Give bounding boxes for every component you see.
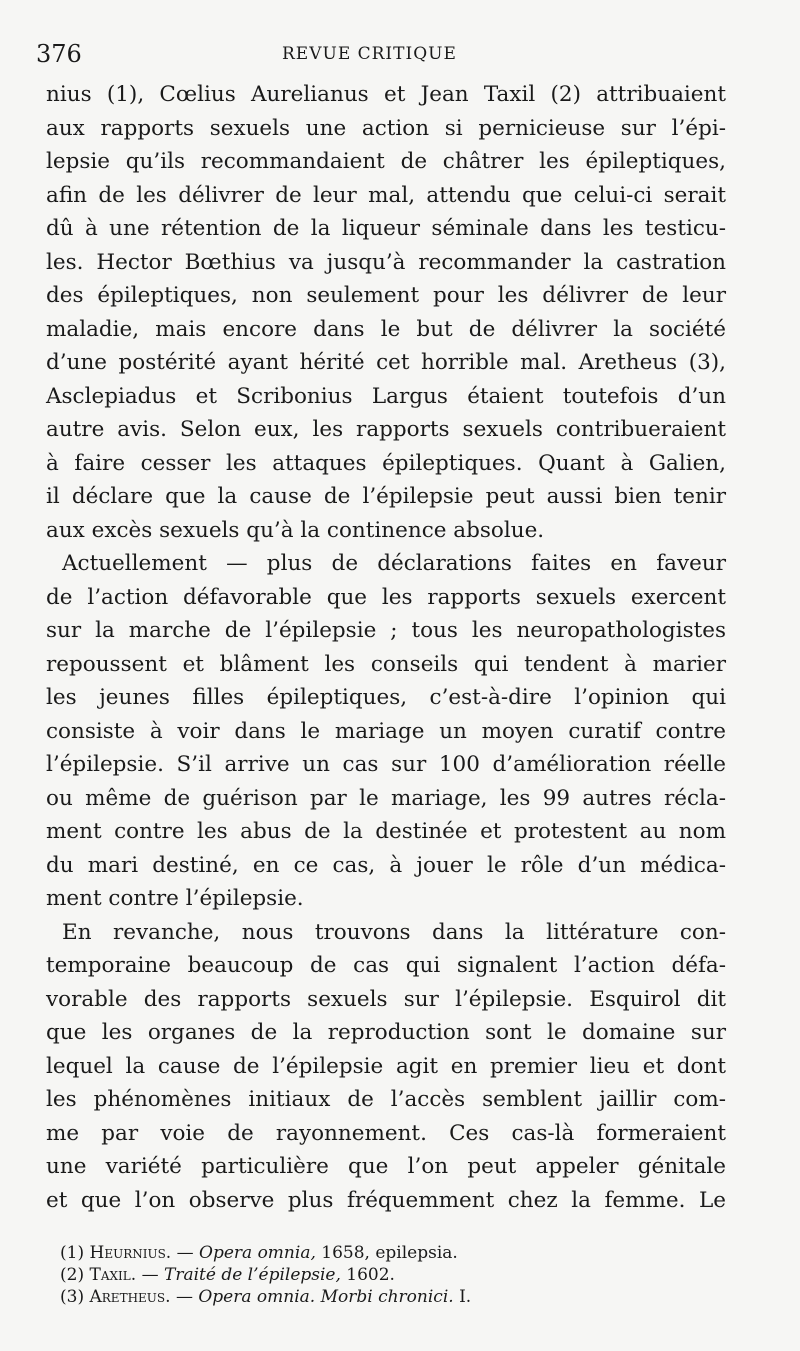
text-line: maladie, mais encore dans le but de délivrer la société xyxy=(46,316,726,342)
footnote-marker: (3) xyxy=(60,1287,85,1307)
footnote-detail: 1602. xyxy=(340,1265,395,1285)
page-header xyxy=(36,40,726,72)
footnote-separator: — xyxy=(171,1243,200,1263)
text-line: sur la marche de l’épilepsie ; tous les neuropathologistes xyxy=(46,618,726,643)
footnote-marker: (1) xyxy=(60,1243,85,1263)
text-line: repoussent et blâment les conseils qui tendent à marier xyxy=(46,651,726,677)
text-line: les. Hector Bœthius va jusqu’à recommander la castration xyxy=(46,249,726,275)
footnote-separator: — xyxy=(170,1287,199,1307)
text-line: à faire cesser les attaques épileptiques. Quant à Galien, xyxy=(46,450,726,476)
paragraph-start-line: Actuellement — plus de déclarations faites en faveur xyxy=(62,551,726,576)
text-line: de l’action défavorable que les rapports sexuels exercent xyxy=(46,584,726,610)
text-line: dû à une rétention de la liqueur séminale dans les testicu- xyxy=(46,216,726,241)
text-line: des épileptiques, non seulement pour les délivrer de leur xyxy=(46,283,726,308)
text-line: Asclepiadus et Scribonius Largus étaient toutefois d’un xyxy=(46,383,726,409)
footnote-author: Taxil. xyxy=(89,1265,137,1285)
footnote-detail: 1658, epilepsia. xyxy=(315,1243,458,1263)
text-line: afin de les délivrer de leur mal, attendu que celui-ci serait xyxy=(46,182,726,208)
page-number: 376 xyxy=(36,40,82,68)
text-line: nius (1), Cœlius Aurelianus et Jean Taxil (2) attribuaient xyxy=(46,82,726,107)
text-line: l’épilepsie. S’il arrive un cas sur 100 d’amélioration réelle xyxy=(46,752,726,777)
text-line: et que l’on observe plus fréquemment chez la femme. Le xyxy=(46,1187,726,1213)
paragraph-start-line: En revanche, nous trouvons dans la littérature con- xyxy=(62,919,726,945)
footnote-author: Heurnius. xyxy=(89,1243,172,1263)
text-line: une variété particulière que l’on peut appeler génitale xyxy=(46,1154,726,1179)
text-line: ment contre les abus de la destinée et protestent au nom xyxy=(46,819,726,844)
footnote xyxy=(60,1264,720,1286)
footnote-title: Opera omnia, xyxy=(199,1243,316,1263)
text-line: vorable des rapports sexuels sur l’épilepsie. Esquirol dit xyxy=(46,986,726,1012)
footnote-title: Traité de l’épilepsie, xyxy=(163,1265,341,1285)
text-line: ment contre l’épilepsie. xyxy=(46,886,304,911)
text-line: aux rapports sexuels une action si pernicieuse sur l’épi- xyxy=(46,115,726,141)
body-text xyxy=(46,78,726,1217)
running-head: REVUE CRITIQUE xyxy=(282,44,457,64)
footnote-detail: I. xyxy=(453,1287,472,1307)
footnote-author: Aretheus. xyxy=(89,1287,171,1307)
text-line: les phénomènes initiaux de l’accès semblent jaillir com- xyxy=(46,1087,726,1112)
text-line: me par voie de rayonnement. Ces cas-là formeraient xyxy=(46,1120,726,1146)
footnote xyxy=(60,1286,720,1308)
text-line: consiste à voir dans le mariage un moyen curatif contre xyxy=(46,718,726,744)
text-line: temporaine beaucoup de cas qui signalent l’action défa- xyxy=(46,953,726,978)
text-line: du mari destiné, en ce cas, à jouer le rôle d’un médica- xyxy=(46,852,726,878)
text-line: il déclare que la cause de l’épilepsie peut aussi bien tenir xyxy=(46,484,726,509)
footnotes xyxy=(60,1242,720,1308)
text-line: ou même de guérison par le mariage, les 99 autres récla- xyxy=(46,785,726,811)
text-line: lequel la cause de l’épilepsie agit en premier lieu et dont xyxy=(46,1053,726,1079)
text-line: lepsie qu’ils recommandaient de châtrer les épileptiques, xyxy=(46,149,726,174)
footnote xyxy=(60,1242,720,1264)
text-line: autre avis. Selon eux, les rapports sexuels contribueraient xyxy=(46,417,726,442)
text-line: les jeunes filles épileptiques, c’est-à-dire l’opinion qui xyxy=(46,685,726,710)
footnote-title: Opera omnia. Morbi chronici. xyxy=(198,1287,454,1307)
footnote-separator: — xyxy=(136,1265,164,1285)
text-line: d’une postérité ayant hérité cet horrible mal. Aretheus (3), xyxy=(46,350,726,375)
footnote-marker: (2) xyxy=(60,1265,85,1285)
text-line: que les organes de la reproduction sont le domaine sur xyxy=(46,1020,726,1045)
text-line: aux excès sexuels qu’à la continence absolue. xyxy=(46,517,545,543)
